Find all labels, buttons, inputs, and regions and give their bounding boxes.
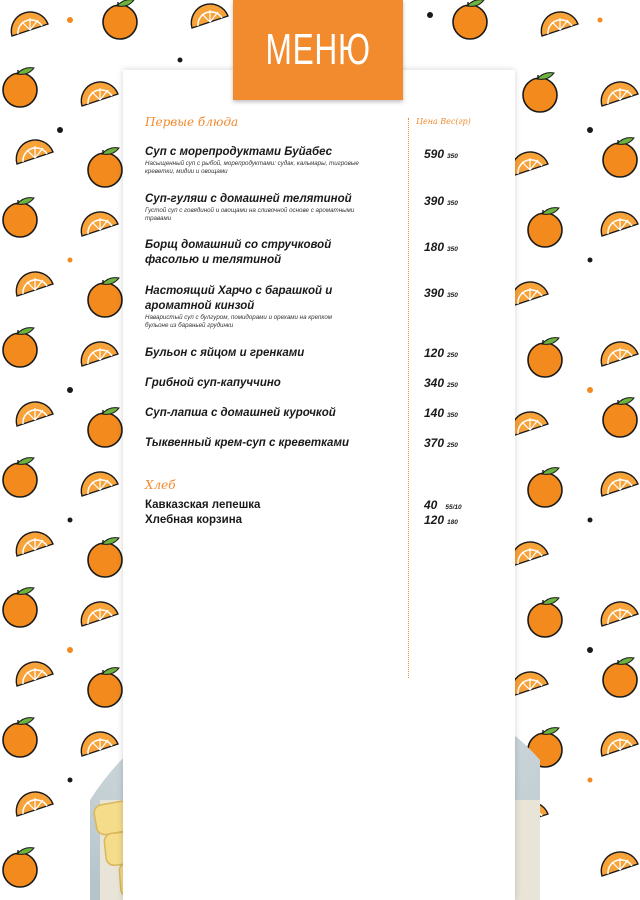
item-weight: 350	[447, 200, 458, 207]
column-header-price-weight: Цена Вес(гр)	[416, 117, 471, 126]
section-title-bread: Хлеб	[145, 478, 176, 492]
item-name: Кавказская лепешка	[145, 499, 261, 511]
list-item	[145, 498, 407, 513]
list-item	[145, 238, 385, 268]
item-weight: 250	[447, 442, 458, 449]
item-price: 390 350	[424, 194, 458, 208]
item-price: 180 350	[424, 240, 458, 254]
item-price: 590 350	[424, 147, 458, 161]
item-price: 120 250	[424, 346, 458, 360]
item-weight: 250	[447, 352, 458, 359]
list-item	[145, 192, 407, 223]
item-weight: 55/10	[445, 504, 462, 511]
list-item	[145, 145, 407, 176]
list-item	[145, 436, 407, 451]
item-description: Густой суп с говядиной и овощами на сливочной основе с ароматными травами	[145, 207, 355, 222]
item-weight: 250	[447, 382, 458, 389]
item-name: Настоящий Харчо с барашкой и ароматной кинзой	[145, 285, 333, 312]
item-name: Грибной суп-капуччино	[145, 377, 281, 389]
list-item	[145, 346, 407, 361]
menu-title-badge	[233, 0, 403, 100]
item-name: Бульон с яйцом и гренками	[145, 347, 305, 359]
list-item	[145, 406, 407, 421]
dotted-divider	[408, 118, 409, 678]
item-name: Суп с морепродуктами Буйабес	[145, 146, 333, 158]
item-weight: 350	[447, 412, 458, 419]
item-name: Тыквенный крем-суп с креветками	[145, 437, 349, 449]
item-price: 40 55/10	[424, 498, 462, 512]
list-item	[145, 284, 345, 330]
item-price: 340 250	[424, 376, 458, 390]
list-item	[145, 376, 407, 391]
item-name: Борщ домашний со стручковой фасолью и телятиной	[145, 239, 332, 266]
item-price: 140 350	[424, 406, 458, 420]
item-weight: 350	[447, 246, 458, 253]
section-title-soups: Первые блюда	[145, 115, 239, 129]
item-price: 120 180	[424, 513, 458, 527]
item-price: 390 350	[424, 286, 458, 300]
page-title: МЕНЮ	[265, 25, 371, 74]
item-description: Насыщенный суп с рыбой, морепродуктами: судак, кальмары, тигровые креветки, мидии и овощами	[145, 160, 359, 175]
item-name: Суп-гуляш с домашней телятиной	[145, 193, 352, 205]
item-description: Наваристый суп с булгуром, помидорами и орехами на крепком бульоне из бараньей грудинки	[145, 314, 333, 329]
item-name: Суп-лапша с домашней курочкой	[145, 407, 336, 419]
list-item	[145, 513, 407, 528]
item-weight: 350	[447, 292, 458, 299]
item-price: 370 250	[424, 436, 458, 450]
item-weight: 350	[447, 153, 458, 160]
item-name: Хлебная корзина	[145, 514, 243, 526]
item-weight: 180	[447, 519, 458, 526]
